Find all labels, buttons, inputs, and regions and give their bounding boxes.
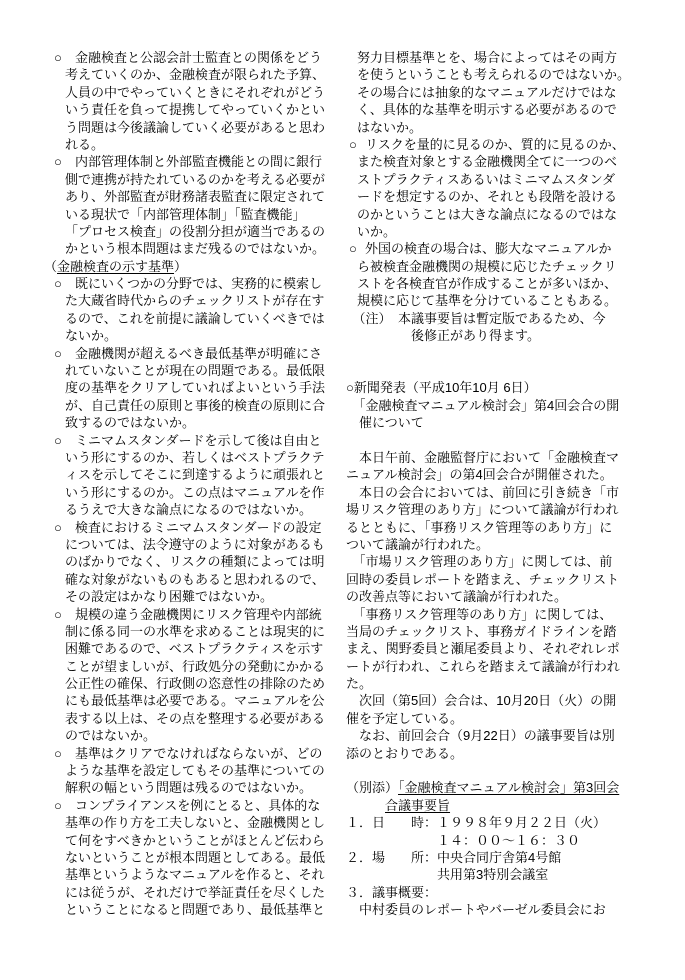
bullet-item [346, 240, 680, 310]
text-line [44, 501, 346, 518]
text-line [44, 327, 346, 344]
text-line [44, 692, 346, 709]
text-segment: （注） 本議事要旨は暫定版であるため、今 [346, 310, 606, 326]
text-segment: １４：００～１６：３０ [346, 832, 581, 848]
text-line [44, 292, 346, 309]
text-segment: るので、これを前提に議論していくべきでは [65, 310, 325, 326]
text-line [346, 223, 680, 240]
text-segment: 側で連携が持たれているのかを考える必要が [65, 171, 326, 187]
text-segment: 規模の違う金融機関にリスク管理や内部統 [75, 606, 322, 622]
text-segment: リスクを量的に見るのか、質的に見るのか、 [365, 136, 625, 152]
text-segment: 公正性の確保、行政側の恣意性の排除のため [65, 676, 326, 692]
press-release-heading [346, 379, 680, 431]
text-line [346, 797, 680, 814]
bullet-item [44, 345, 346, 432]
right-column [346, 49, 680, 919]
text-line [44, 432, 346, 449]
text-line [44, 171, 346, 188]
underlined-text: 金融検査の示す基準 [57, 258, 175, 274]
text-segment: 検査におけるミニマムスタンダードの設定 [75, 519, 322, 535]
text-segment: その設定はかなり困難ではないか。 [65, 589, 274, 605]
text-segment: については、法令遵守のように対象があるも [65, 536, 325, 552]
attachment-heading [346, 779, 680, 814]
text-line [346, 727, 680, 744]
text-line [44, 397, 346, 414]
text-segment: 考えていくのか、金融検査が限られた予算、 [65, 67, 326, 83]
text-line [44, 866, 346, 883]
text-segment: 人員の中でやっていくときにそれぞれがどう [65, 84, 326, 100]
text-line [44, 49, 346, 66]
text-segment: なお、前回会合（9月22日）の議事要旨は別 [346, 728, 615, 744]
text-segment: 「事務リスク管理等のあり方」に関しては、 [346, 606, 613, 622]
text-line [346, 275, 680, 292]
text-line [44, 553, 346, 570]
text-line [346, 588, 680, 605]
text-line [44, 362, 346, 379]
text-line [346, 84, 680, 101]
text-segment: その場合には抽象的なマニュアルだけではな [357, 84, 617, 100]
text-segment: はないか。 [357, 119, 423, 135]
text-line [44, 240, 346, 257]
text-line [44, 623, 346, 640]
text-line [346, 762, 680, 779]
text-line [346, 432, 680, 449]
text-line [346, 414, 680, 431]
section-heading [44, 258, 346, 275]
text-line [346, 327, 680, 344]
text-line [346, 362, 680, 379]
text-segment: のかということは大きな論点になるのではな [357, 206, 618, 222]
text-segment: 既にいくつかの分野では、実務的に模索し [75, 276, 323, 292]
text-segment: １．日 時：１９９８年９月２２日（火） [346, 815, 607, 831]
bullet-continuation-item [346, 49, 680, 136]
circle-bullet-marker: ○ [349, 136, 357, 152]
text-line [346, 884, 680, 901]
bullet-item [44, 49, 346, 153]
text-segment: ないということが根本問題としてある。最低 [65, 849, 326, 865]
paragraph [346, 484, 680, 554]
text-segment: ことが望ましいが、行政処分の発動にかかる [65, 658, 326, 674]
text-line [44, 606, 346, 623]
text-line [44, 640, 346, 657]
text-segment: ついて議論が行われた。 [346, 536, 490, 552]
text-line [44, 588, 346, 605]
text-line [346, 484, 680, 501]
underlined-text: 合議事要旨 [385, 797, 451, 813]
text-line [44, 119, 346, 136]
text-line [346, 258, 680, 275]
text-line [44, 66, 346, 83]
text-line [346, 832, 680, 849]
text-segment: いう形にするのか。この点はマニュアルを作 [65, 484, 325, 500]
text-segment: ストを各検査官が作成することが多いほか、 [357, 276, 618, 292]
text-segment: 確な対象がないものもあると思われるので、 [65, 571, 325, 587]
text-segment: 当局のチェックリスト、事務ガイドラインを踏 [346, 623, 617, 639]
text-segment: 催について [346, 415, 424, 431]
text-segment: には従うが、それだけで挙証責任を尽くした [65, 884, 326, 900]
text-segment: 規模に応じて基準を分けていることもある。 [357, 293, 618, 309]
circle-bullet-marker: ○ [54, 50, 62, 65]
bullet-item [44, 153, 346, 257]
text-line [44, 745, 346, 762]
text-segment: また検査対象とする金融機関全てに一つのベ [357, 154, 618, 170]
paragraph [346, 449, 680, 484]
text-line [44, 466, 346, 483]
text-segment: 表する以上は、その点を整理する必要がある [65, 710, 326, 726]
text-segment: が、自己責任の原則と事後的検査の原則に合 [65, 397, 326, 413]
text-segment: れる。 [65, 136, 105, 152]
text-line [44, 797, 346, 814]
circle-bullet-marker: ○ [54, 345, 62, 361]
bullet-item [44, 745, 346, 797]
text-line [346, 658, 680, 675]
text-line [346, 240, 680, 257]
circle-bullet-marker: ○ [54, 154, 62, 170]
paragraph [346, 606, 680, 693]
text-segment: 「プロセス検査」の役割分担が適当であるの [65, 223, 326, 239]
text-segment: 基準というようなマニュアルを作ると、それ [65, 867, 325, 883]
text-segment: いう責任を負って提携してやっていくかとい [65, 102, 326, 118]
text-line [44, 901, 346, 918]
text-segment: るうえで大きな論点になるのではないか。 [65, 502, 313, 518]
text-line [44, 571, 346, 588]
text-line [346, 623, 680, 640]
text-segment: 解釈の幅という問題は残るのではないか。 [65, 780, 313, 796]
blank-spacer [346, 762, 680, 779]
text-segment: た大蔵省時代からのチェックリストが存在す [65, 293, 325, 309]
paragraph [346, 692, 680, 727]
text-line [346, 640, 680, 657]
text-line [346, 553, 680, 570]
text-line [346, 171, 680, 188]
text-line [44, 275, 346, 292]
text-line [346, 153, 680, 170]
text-segment: ニュアル検討会」の第4回会合が開催された。 [346, 467, 613, 483]
text-segment: ような基準を設定してもその基準についての [65, 763, 325, 779]
text-line [346, 779, 680, 796]
text-line [44, 519, 346, 536]
text-line [346, 379, 680, 396]
text-line [44, 675, 346, 692]
text-segment: 催を予定している。 [346, 710, 464, 726]
text-segment: 金融検査と公認会計士監査との関係をどう [75, 50, 323, 65]
text-line [346, 692, 680, 709]
text-line [346, 206, 680, 223]
text-line [346, 292, 680, 309]
text-line [44, 536, 346, 553]
text-segment: ２．場 所：中央合同庁舎第4号館 [346, 849, 562, 865]
text-line [346, 536, 680, 553]
text-segment: ないか。 [65, 328, 118, 344]
text-line [346, 101, 680, 118]
text-segment: 致するのではないか。 [65, 415, 196, 431]
text-segment: 努力目標基準とを、場合によってはその両方 [357, 50, 618, 65]
text-segment: ○新聞発表（平成10年10月 6日） [346, 380, 537, 396]
text-line [44, 101, 346, 118]
bullet-item [44, 275, 346, 345]
text-segment: ィスを示してそこに到達するように頑張れと [65, 467, 326, 483]
text-segment: ら被検査金融機関の規模に応じたチェックリ [357, 258, 617, 274]
note-item [346, 310, 680, 345]
circle-bullet-marker: ○ [54, 276, 62, 292]
text-segment: 困難であるので、ベストプラクティスを示す [65, 641, 324, 657]
numbered-list [346, 814, 680, 918]
bullet-item [346, 136, 680, 240]
underlined-text: 「金融検査マニュアル検討会」第3回会 [398, 780, 620, 796]
text-segment: かという根本問題はまだ残るのではないか。 [65, 241, 326, 257]
text-line [44, 188, 346, 205]
text-segment: 内部管理体制と外部監査機能との間に銀行 [75, 154, 323, 170]
text-line [346, 501, 680, 518]
text-segment: ということになると問題であり、最低基準と [65, 902, 326, 918]
text-segment: にも最低基準は必要である。マニュアルを公 [65, 693, 325, 709]
text-segment: 制に係る同一の水準を求めることは現実的に [65, 623, 326, 639]
text-segment: 共用第3特別会議室 [346, 867, 549, 883]
text-line [346, 310, 680, 327]
text-segment: るとともに、「事務リスク管理等のあり方」に [346, 519, 613, 535]
text-line [44, 710, 346, 727]
text-line [44, 658, 346, 675]
text-segment: いか。 [357, 223, 397, 239]
text-line [346, 710, 680, 727]
text-segment: う問題は今後議論していく必要があると思わ [65, 119, 326, 135]
text-segment: コンプライアンスを例にとると、具体的な [75, 797, 321, 813]
text-segment: ートが行われ、これらを踏まえて議論が行われ [346, 658, 620, 674]
circle-bullet-marker: ○ [349, 241, 357, 257]
text-segment: いう形にするのか、若しくはベストプラクテ [65, 449, 325, 465]
text-line [346, 745, 680, 762]
text-line [44, 449, 346, 466]
text-segment: 場リスク管理のあり方」について議論が行われ [346, 502, 619, 518]
circle-bullet-marker: ○ [54, 745, 62, 761]
text-segment: 回時の委員レポートを踏まえ、チェックリスト [346, 571, 620, 587]
text-line [346, 519, 680, 536]
text-segment: 「金融検査マニュアル検討会」第4回会合の開 [346, 397, 620, 413]
text-line [346, 136, 680, 153]
text-line [346, 345, 680, 362]
text-segment: 後修正があり得ます。 [346, 328, 540, 344]
text-segment: のではないか。 [65, 728, 157, 744]
bullet-item [44, 432, 346, 519]
text-line [346, 814, 680, 831]
circle-bullet-marker: ○ [54, 797, 62, 813]
text-segment: いる現状で「内部管理体制」「監査機能」 [65, 206, 306, 222]
paragraph [346, 553, 680, 605]
text-line [44, 884, 346, 901]
text-segment: 本日の会合においては、前回に引き続き「市 [346, 484, 620, 500]
circle-bullet-marker: ○ [54, 606, 62, 622]
circle-bullet-marker: ○ [54, 519, 62, 535]
text-line [346, 66, 680, 83]
text-segment: あり、外部監査が財務諸表監査に限定されて [65, 189, 326, 205]
text-line [44, 379, 346, 396]
left-column [44, 49, 346, 919]
text-segment: れていないことが現在の問題である。最低限 [65, 363, 326, 379]
text-segment: の改善点等において議論が行われた。 [346, 589, 568, 605]
text-segment: ードを想定するのか、それとも段階を設ける [357, 189, 618, 205]
text-segment: のばかりでなく、リスクの種類によっては明 [65, 554, 325, 570]
text-segment: 外国の検査の場合は、膨大なマニュアルか [365, 241, 612, 257]
text-line [44, 779, 346, 796]
text-line [346, 849, 680, 866]
text-line [44, 832, 346, 849]
text-line [44, 310, 346, 327]
text-line [44, 206, 346, 223]
blank-spacer [346, 432, 680, 449]
text-line [44, 762, 346, 779]
text-line [44, 84, 346, 101]
text-line [44, 484, 346, 501]
text-line [346, 606, 680, 623]
text-line [44, 258, 346, 275]
text-segment: まえ、関野委員と瀬尾委員より、それぞれレポ [346, 641, 620, 657]
text-line [44, 136, 346, 153]
text-segment [346, 798, 385, 813]
text-segment: 基準はクリアでなければならないが、どの [75, 745, 323, 761]
text-segment: 「市場リスク管理のあり方」に関しては、前 [346, 554, 613, 570]
text-line [346, 49, 680, 66]
text-line [44, 223, 346, 240]
text-segment: た。 [346, 676, 373, 692]
text-line [44, 849, 346, 866]
text-line [44, 414, 346, 431]
text-segment: ミニマムスタンダードを示して後は自由と [75, 432, 322, 448]
text-line [346, 675, 680, 692]
text-segment: ） [174, 258, 188, 274]
text-line [44, 814, 346, 831]
circle-bullet-marker: ○ [54, 432, 62, 448]
text-segment: く、具体的な基準を明示する必要があるので [357, 102, 617, 118]
text-line [346, 466, 680, 483]
text-segment: て何をすべきかということがほとんど伝わら [65, 832, 325, 848]
text-line [346, 571, 680, 588]
text-line [44, 153, 346, 170]
bullet-item [44, 606, 346, 745]
text-segment: ３．議事概要： [346, 884, 438, 900]
text-segment: ストプラクティスあるいはミニマムスタンダ [357, 171, 616, 187]
text-segment: 中村委員のレポートやバーゼル委員会にお [346, 902, 606, 918]
bullet-item [44, 519, 346, 606]
paragraph [346, 727, 680, 762]
text-segment: （別添） [346, 780, 399, 796]
text-line [346, 397, 680, 414]
text-line [44, 727, 346, 744]
text-line [346, 449, 680, 466]
text-segment: を使うということも考えられるのではないか。 [357, 67, 631, 83]
text-segment: 本日午前、金融監督庁において「金融検査マ [346, 449, 620, 465]
text-line [346, 901, 680, 918]
text-line [44, 345, 346, 362]
text-line [346, 188, 680, 205]
text-segment: 度の基準をクリアしていればよいという手法 [65, 380, 326, 396]
text-segment: （ [44, 258, 58, 274]
bullet-item [44, 797, 346, 919]
text-segment: 次回（第5回）会合は、10月20日（火）の開 [346, 693, 617, 709]
text-line [346, 119, 680, 136]
text-segment: 基準の作り方を工夫しないと、金融機関とし [65, 815, 326, 831]
text-segment: 添のとおりである。 [346, 745, 464, 761]
text-segment: 金融機関が超えるべき最低基準が明確にさ [75, 345, 323, 361]
text-line [346, 866, 680, 883]
blank-spacer [346, 345, 680, 380]
